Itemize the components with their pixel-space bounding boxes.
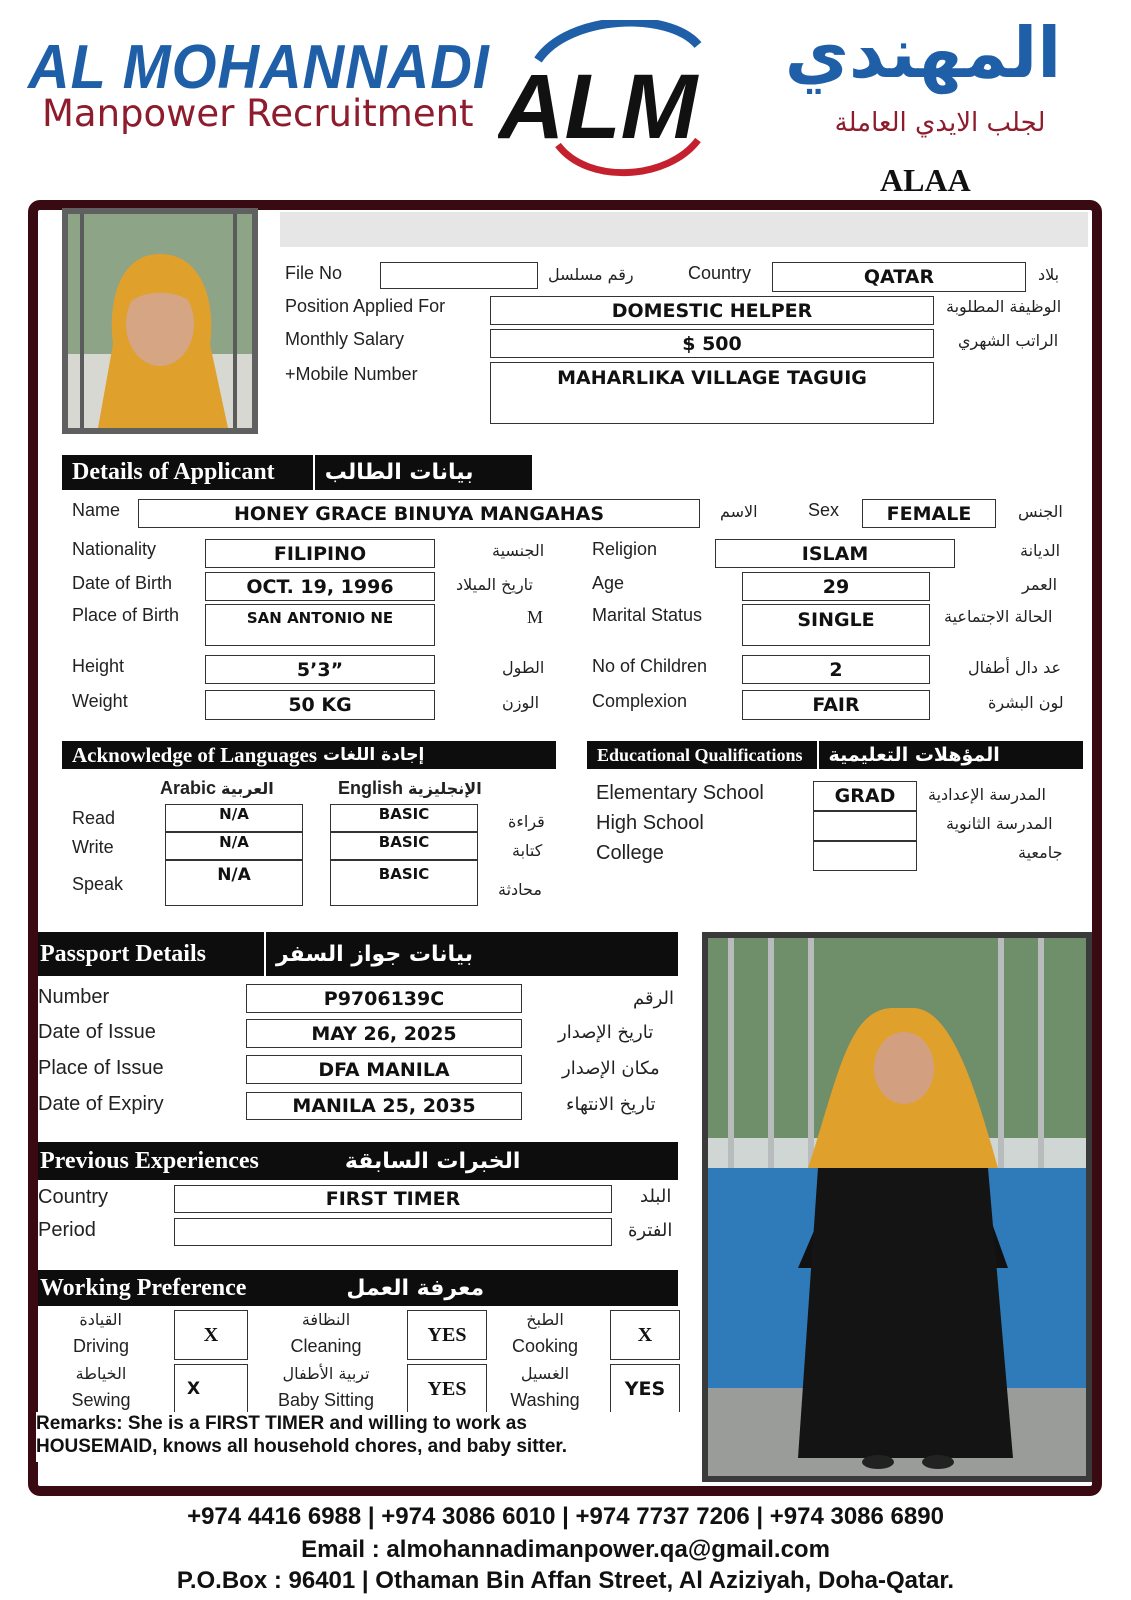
lang-row-label: Speak [72,874,124,894]
experience-banner [38,1142,678,1180]
washing-label-ar: الغسيل [520,1364,570,1383]
english-read-value: BASIC [330,804,478,832]
passport-number-field: P9706139C [246,984,522,1013]
passport-issue-label: Date of Issue [38,1021,156,1043]
education-row-label: High School [596,812,704,834]
children-label-ar: عد دال أطفال [968,658,1062,677]
country-label: Country [688,263,752,283]
complexion-label-ar: لون البشرة [988,693,1064,712]
name-field: HONEY GRACE BINUYA MANGAHAS [138,499,700,528]
mobile-field: MAHARLIKA VILLAGE TAGUIG [490,362,934,424]
footer-address: P.O.Box : 96401 | Othaman Bin Affan Street, Al Aziziyah, Doha-Qatar. [176,1567,955,1594]
sex-label: Sex [808,500,840,520]
brand-name-arabic: المهندي [784,12,1062,94]
passport-place-label-ar: مكان الإصدار [562,1058,660,1079]
preference-banner-title-ar: معرفة العمل [346,1275,485,1301]
age-field: 29 [742,572,930,601]
languages-banner-title-ar: إجادة اللغات [323,745,425,765]
salary-label-ar: الراتب الشهري [958,331,1059,350]
cleaning-label-ar: النظافة [301,1310,351,1329]
weight-field: 50 KG [205,690,435,720]
english-write-value: BASIC [330,832,478,860]
sewing-value: X [174,1364,248,1414]
file-no-field [380,262,538,289]
children-label: No of Children [592,656,708,676]
driving-value: X [174,1310,248,1360]
remarks [36,1412,682,1462]
applicant-full-body-image [708,938,1086,1476]
passport-issue-label-ar: تاريخ الإصدار [558,1022,654,1043]
passport-place-field: DFA MANILA [246,1055,522,1084]
passport-place-label: Place of Issue [38,1057,164,1079]
baby-sitting-value: YES [407,1364,487,1414]
country-field: QATAR [772,262,1026,292]
header-grey-bar [280,212,1088,247]
religion-label: Religion [592,539,658,559]
experience-country-label-ar: البلد [640,1186,672,1207]
position-label-ar: الوظيفة المطلوبة [946,297,1062,316]
education-value [813,811,917,841]
lang-row-label-ar: محادثة [498,880,542,899]
baby-sitting-label: Baby Sitting [277,1390,375,1410]
passport-number-label: Number [38,986,110,1008]
company-logo [498,20,728,180]
dob-label-ar: تاريخ الميلاد [456,575,533,594]
applicant-banner [62,455,532,490]
arabic-column-head: Arabic العربية [160,778,274,798]
education-value: GRAD [813,781,917,811]
sex-label-ar: الجنس [1018,502,1063,521]
baby-sitting-label-ar: تربية الأطفال [282,1364,370,1383]
file-no-label-ar: رقم مسلسل [548,265,634,284]
preference-banner [38,1270,678,1306]
cooking-label: Cooking [511,1336,579,1356]
religion-label-ar: الديانة [1020,541,1061,560]
lang-row-label-ar: كتابة [512,841,543,860]
height-label: Height [72,656,125,676]
driving-label-ar: القيادة [79,1310,122,1329]
education-banner [587,741,1083,769]
applicant-photo-small [62,208,258,434]
children-field: 2 [742,655,930,684]
languages-banner [62,741,556,769]
sewing-label: Sewing [71,1390,131,1410]
nationality-field: FILIPINO [205,539,435,568]
arabic-write-value: N/A [165,832,303,860]
cleaning-label: Cleaning [290,1336,362,1356]
age-label-ar: العمر [1022,575,1058,594]
pob-label: Place of Birth [72,605,180,625]
footer-phones: +974 4416 6988 | +974 3086 6010 | +974 7737 7206 | +974 3086 6890 [187,1503,944,1530]
education-row-label-ar: المدرسة الثانوية [946,814,1053,833]
name-label: Name [72,500,121,520]
marital-label: Marital Status [592,605,703,625]
driving-label: Driving [72,1336,129,1356]
passport-expiry-label-ar: تاريخ الانتهاء [566,1094,656,1115]
cooking-value: X [610,1310,680,1360]
education-row-label-ar: جامعية [1018,843,1063,862]
position-field: DOMESTIC HELPER [490,296,934,325]
education-row-label: Elementary School [596,782,764,804]
experience-banner-title: Previous Experiences [40,1147,259,1174]
dob-label: Date of Birth [72,573,173,593]
passport-expiry-label: Date of Expiry [38,1093,164,1115]
marital-label-ar: الحالة الاجتماعية [944,607,1053,626]
passport-banner [38,932,678,976]
passport-issue-field: MAY 26, 2025 [246,1019,522,1048]
dob-field: OCT. 19, 1996 [205,572,435,601]
pob-field: SAN ANTONIO NE [205,604,435,646]
education-banner-title: Educational Qualifications [597,744,803,765]
education-value [813,841,917,871]
logo-text: ALM [498,56,698,158]
religion-field: ISLAM [715,539,955,568]
languages-banner-title: Acknowledge of Languages [72,742,318,767]
passport-expiry-field: MANILA 25, 2035 [246,1092,522,1120]
experience-banner-title-ar: الخبرات السابقة [344,1148,521,1174]
cooking-label-ar: الطبخ [526,1310,564,1329]
height-label-ar: الطول [502,658,545,677]
experience-country-field: FIRST TIMER [174,1185,612,1213]
brand-subtitle-arabic: لجلب الايدي العاملة [834,108,1046,138]
pob-label-ar: M [527,607,544,627]
applicant-portrait-image [68,214,252,428]
english-column-head: English الإنجليزية [338,778,482,798]
height-field: 5’3” [205,655,435,684]
logo-swoosh-blue [538,22,698,60]
agent-name: ALAA [880,162,971,198]
passport-number-label-ar: الرقم [633,988,675,1009]
name-label-ar: الاسم [720,502,758,521]
complexion-field: FAIR [742,690,930,720]
arabic-speak-value: N/A [165,860,303,906]
applicant-banner-title: Details of Applicant [72,459,275,485]
country-label-ar: بلاد [1038,265,1060,284]
experience-period-field [174,1218,612,1246]
position-label: Position Applied For [285,296,446,316]
english-speak-value: BASIC [330,860,478,906]
experience-country-label: Country [38,1186,109,1208]
education-banner-title-ar: المؤهلات التعليمية [828,744,1000,766]
salary-label: Monthly Salary [285,329,405,349]
lang-row-label: Write [72,837,114,857]
passport-banner-title: Passport Details [40,940,206,967]
applicant-photo-full [702,932,1092,1482]
sewing-label-ar: الخياطة [75,1364,127,1383]
cleaning-value: YES [407,1310,487,1360]
marital-field: SINGLE [742,604,930,646]
education-row-label-ar: المدرسة الإعدادية [928,785,1046,804]
file-no-label: File No [285,263,343,283]
applicant-banner-title-ar: بيانات الطالب [324,460,474,485]
washing-value: YES [610,1364,680,1414]
weight-label: Weight [72,691,128,711]
salary-field: $ 500 [490,329,934,358]
washing-label: Washing [510,1390,580,1410]
brand-subtitle-english: Manpower Recruitment [42,92,474,135]
age-label: Age [592,573,625,593]
mobile-label: +Mobile Number [285,364,418,384]
brand-name-english: AL MOHANNADI [28,33,490,102]
experience-period-label-ar: الفترة [628,1220,673,1241]
arabic-read-value: N/A [165,804,303,832]
passport-banner-title-ar: بيانات جواز السفر [275,941,473,967]
lang-row-label-ar: قراءة [508,812,545,831]
lang-row-label: Read [72,808,116,828]
nationality-label-ar: الجنسية [492,541,545,560]
preference-banner-title: Working Preference [40,1274,247,1301]
remarks-line-2: HOUSEMAID, knows all household chores, and baby sitter. [36,1436,568,1457]
weight-label-ar: الوزن [502,693,540,712]
footer-email: Email : almohannadimanpower.qa@gmail.com [301,1536,830,1563]
sex-field: FEMALE [862,499,996,528]
complexion-label: Complexion [592,691,688,711]
education-row-label: College [596,842,664,864]
nationality-label: Nationality [72,539,157,559]
remarks-line-1: Remarks: She is a FIRST TIMER and willing to work as [36,1413,527,1434]
experience-period-label: Period [38,1219,96,1241]
